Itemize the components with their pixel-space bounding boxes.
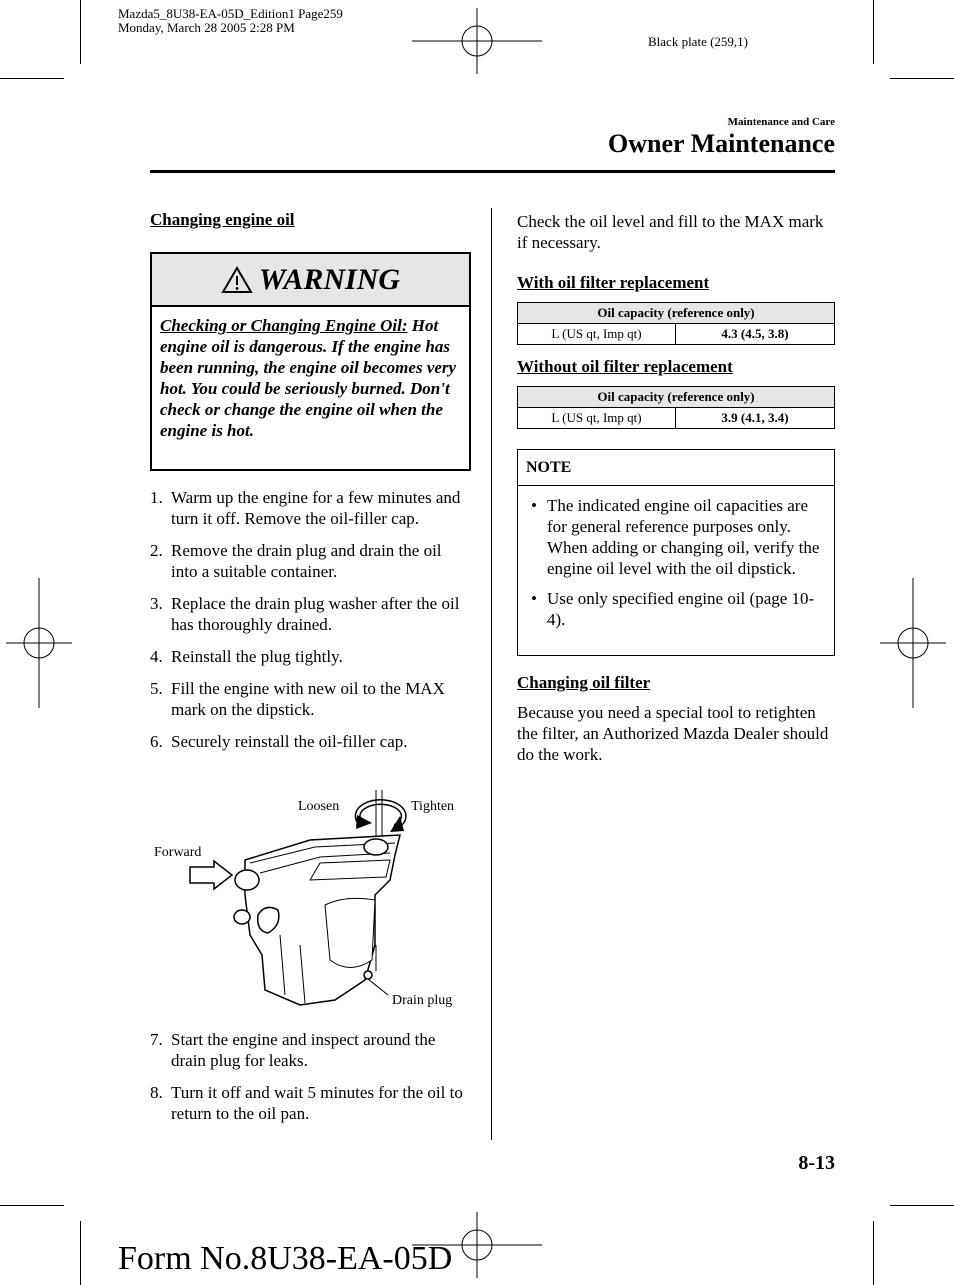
warning-box bbox=[150, 252, 471, 471]
engine-figure bbox=[150, 785, 468, 1015]
registration-mark-left bbox=[6, 578, 72, 708]
plate-label: Black plate (259,1) bbox=[648, 34, 748, 49]
form-number: Form No.8U38-EA-05D bbox=[118, 1240, 453, 1277]
column-divider bbox=[491, 208, 492, 1140]
note-list bbox=[518, 486, 834, 630]
step-item: 3. Replace the drain plug washer after the oil has thoroughly drained. bbox=[150, 594, 460, 634]
print-meta-line1: Mazda5_8U38-EA-05D_Edition1 Page259 bbox=[118, 6, 343, 21]
table-row bbox=[518, 408, 835, 429]
step-item: 1. Warm up the engine for a few minutes and turn it off. Remove the oil-filler cap. bbox=[150, 488, 461, 528]
note-box bbox=[517, 449, 835, 656]
registration-mark-right bbox=[880, 578, 946, 708]
engine-illustration bbox=[150, 785, 468, 1015]
step-item: 8. Turn it off and wait 5 minutes for the oil to return to the oil pan. bbox=[150, 1083, 463, 1123]
step-item: 5. Fill the engine with new oil to the MAX mark on the dipstick. bbox=[150, 679, 445, 719]
table-header: Oil capacity (reference only) bbox=[518, 387, 835, 408]
steps-list-1 bbox=[150, 487, 468, 763]
step-item: 6. Securely reinstall the oil-filler cap. bbox=[150, 732, 408, 751]
capacity-table-without-filter bbox=[517, 386, 835, 429]
warning-triangle-icon bbox=[221, 266, 253, 294]
unit-cell: L (US qt, Imp qt) bbox=[518, 408, 676, 429]
table-header: Oil capacity (reference only) bbox=[518, 303, 835, 324]
warning-lead: Checking or Changing Engine Oil: bbox=[160, 316, 408, 335]
capacity-table-with-filter bbox=[517, 302, 835, 345]
drain-plug-label: Drain plug bbox=[392, 993, 453, 1008]
section-label: Maintenance and Care bbox=[727, 116, 835, 128]
loosen-label: Loosen bbox=[298, 799, 340, 814]
oil-level-intro: Check the oil level and fill to the MAX mark if necessary. bbox=[517, 212, 824, 252]
note-item: • The indicated engine oil capacities are for general reference purposes only. When adding or changing oil, verify the engine oil level with the oil dipstick. bbox=[531, 496, 820, 578]
step-item: 2. Remove the drain plug and drain the oil into a suitable container. bbox=[150, 541, 442, 581]
print-meta bbox=[118, 7, 343, 35]
forward-label: Forward bbox=[154, 845, 202, 860]
changing-oil-filter-heading: Changing oil filter bbox=[517, 673, 651, 692]
changing-engine-oil-heading: Changing engine oil bbox=[150, 210, 295, 229]
without-filter-heading: Without oil filter replacement bbox=[517, 357, 733, 376]
header-rule bbox=[150, 170, 835, 173]
warning-title: WARNING bbox=[258, 262, 401, 296]
page-title: Owner Maintenance bbox=[608, 129, 835, 158]
step-item: 7. Start the engine and inspect around the drain plug for leaks. bbox=[150, 1030, 436, 1070]
warning-text: Hot engine oil is dangerous. If the engine has been running, the engine oil becomes very hot. You could be seriously burned. Don't check or change the engine oil when the engine is hot. bbox=[160, 316, 457, 440]
print-meta-line2: Monday, March 28 2005 2:28 PM bbox=[118, 20, 295, 35]
warning-header bbox=[152, 254, 469, 307]
with-filter-heading: With oil filter replacement bbox=[517, 273, 710, 292]
note-title: NOTE bbox=[518, 450, 834, 486]
note-item: • Use only specified engine oil (page 10-4). bbox=[531, 589, 815, 629]
steps-list-2 bbox=[150, 1029, 468, 1135]
warning-body bbox=[152, 307, 469, 449]
step-item: 4. Reinstall the plug tightly. bbox=[150, 647, 343, 666]
registration-mark-top bbox=[412, 8, 542, 74]
table-row bbox=[518, 324, 835, 345]
oil-filter-text: Because you need a special tool to retighten the filter, an Authorized Mazda Dealer should do the work. bbox=[517, 703, 829, 764]
unit-cell: L (US qt, Imp qt) bbox=[518, 324, 676, 345]
tighten-label: Tighten bbox=[411, 799, 455, 814]
value-cell: 4.3 (4.5, 3.8) bbox=[676, 324, 835, 345]
value-cell: 3.9 (4.1, 3.4) bbox=[676, 408, 835, 429]
page-number: 8-13 bbox=[798, 1152, 835, 1174]
